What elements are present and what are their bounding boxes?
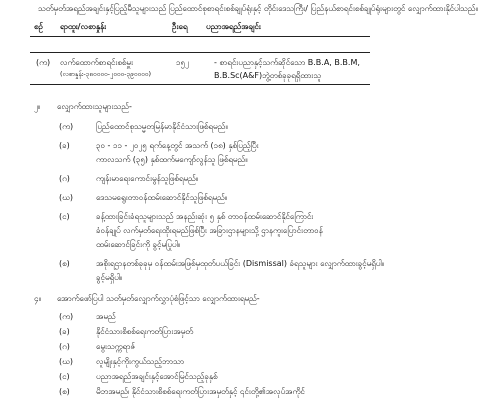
item-text: ဒေသမရွေးတာဝန်ထမ်းဆောင်နိုင်သူဖြစ်ရမည်။ <box>96 193 228 202</box>
item-text: ကာလသက် (၃၅) နှစ်ထက်မကျော်လွန်သူ ဖြစ်ရမည်။ <box>96 155 248 164</box>
row-no: (က) <box>36 58 51 67</box>
item-label: (က) <box>59 122 74 131</box>
row-qualification-1: - စာရင်းပညာနှင့်သက်ဆိုင်သော B.B.A, B.B.M, <box>214 58 360 67</box>
item-label: (ဃ) <box>59 193 74 202</box>
table-rule-top <box>30 36 370 37</box>
item-text: မိဘအမည်၊ နိုင်ငံသားစိစစ်ရေးကတ်ပြားအမှတ်နှင့် ၎င်းတို့၏အလုပ်အကိုင် <box>96 387 305 396</box>
item-label: (စ) <box>59 259 70 268</box>
table-rule-mid <box>30 52 370 53</box>
header-count: ဦးရေ <box>172 22 188 31</box>
header-qualification: ပညာအရည်အချင်း <box>206 22 261 31</box>
item-label: (ခ) <box>59 327 70 336</box>
header-no: စဉ် <box>34 22 43 31</box>
item-label: (ဂ) <box>59 342 70 351</box>
row-salary: (လစာနှုန်း-၃၈၀၀၀၀-၂၀၀၀-၃၉၀၀၀၀) <box>60 70 151 78</box>
section-2-title: လျှောက်ထားသူများသည်- <box>57 102 132 111</box>
section-2-number: ၂။ <box>34 102 41 111</box>
row-count: ၁၅၂ <box>176 58 189 67</box>
item-label: (ဃ) <box>59 357 74 366</box>
intro-text: သတ်မှတ်အရည်အချင်းနှင့်ပြည့်မီသူများသည် ပြည်ထောင်စုစာရင်းစစ်ချုပ်ရုံးနှင့် တိုင်းဒေသကြီး/ ပြည်နယ်စာရင်းစစ်ချုပ်ရုံးများတွင် လျှောက်ထားနိုင်ပါသည်။ <box>38 4 478 13</box>
item-label: (ဂ) <box>59 174 70 183</box>
table-rule-bottom <box>30 84 370 85</box>
item-text: ပြည်ထောင်စုသမ္မတမြန်မာနိုင်ငံသားဖြစ်ရမည်။ <box>96 122 228 131</box>
item-text: အစိုးရဌာနတစ်ခုခုမှ ဝန်ထမ်းအဖြစ်မှထုတ်ပယ်ခြင်း (Dismissal) ခံရသူများ လျှောက်ထားခွင့်မရှိပါ။ <box>96 259 385 268</box>
item-label: (ခ) <box>59 141 70 150</box>
header-position: ရာထူး/လစာနှုန်း <box>60 22 107 31</box>
item-text: နိုင်ငံသားစိစစ်ရေးကတ်ပြားအမှတ် <box>96 327 194 336</box>
item-text: ပညာအရည်အချင်းနှင့်အောင်မြင်သည့်ခုနှစ် <box>96 372 218 381</box>
table-header <box>0 22 400 36</box>
section-3-number: ၄။ <box>34 294 41 303</box>
row-qualification-2: B.B.Sc(A&F)ဘွဲ့တစ်ခုခုရရှိထားသူ <box>214 71 322 80</box>
item-text: ထမ်းဆောင်ခြင်းကို ခွင့်မပြုပါ။ <box>96 240 181 249</box>
item-text: ၃၀ - ၁၁ - ၂၀၂၅ ရက်နေ့တွင် အသက် (၁၈) နှစ်ပြည့်ပြီး <box>96 141 259 150</box>
item-label: (က) <box>59 312 74 321</box>
item-text: ကျန်းမာရေးကောင်းမွန်သူဖြစ်ရမည်။ <box>96 174 199 183</box>
item-label: (င) <box>59 212 70 221</box>
item-text: ခန့်ထားခြင်းခံရသူများသည် အနည်းဆုံး ၅ နှစ် တာဝန်ထမ်းဆောင်နိုင်ကြောင်း <box>96 212 314 221</box>
section-3-title: အောက်ဖော်ပြပါ သတ်မှတ်လျှောက်လွှာပုံစံဖြင့်သာ လျှောက်ထားရမည်- <box>57 294 260 303</box>
item-label: (စ) <box>59 387 70 396</box>
item-text: လူမျိုးနှင့်ကိုးကွယ်သည့်ဘာသာ <box>96 357 185 366</box>
row-position: လက်ထောက်စာရင်းစစ်မှူး <box>60 58 133 67</box>
item-text: အမည် <box>96 312 116 321</box>
item-text: မွေးသက္ကရာဇ် <box>96 342 136 351</box>
item-text: ခွင့်မရှိပါ။ <box>96 273 123 282</box>
item-label: (င) <box>59 372 70 381</box>
item-text: ခံဝန်ချုပ် လက်မှတ်ရေးထိုးရမည်ဖြစ်ပြီး အခြားဌာနများသို့ ဌာနကူးပြောင်းတာဝန် <box>96 226 323 235</box>
